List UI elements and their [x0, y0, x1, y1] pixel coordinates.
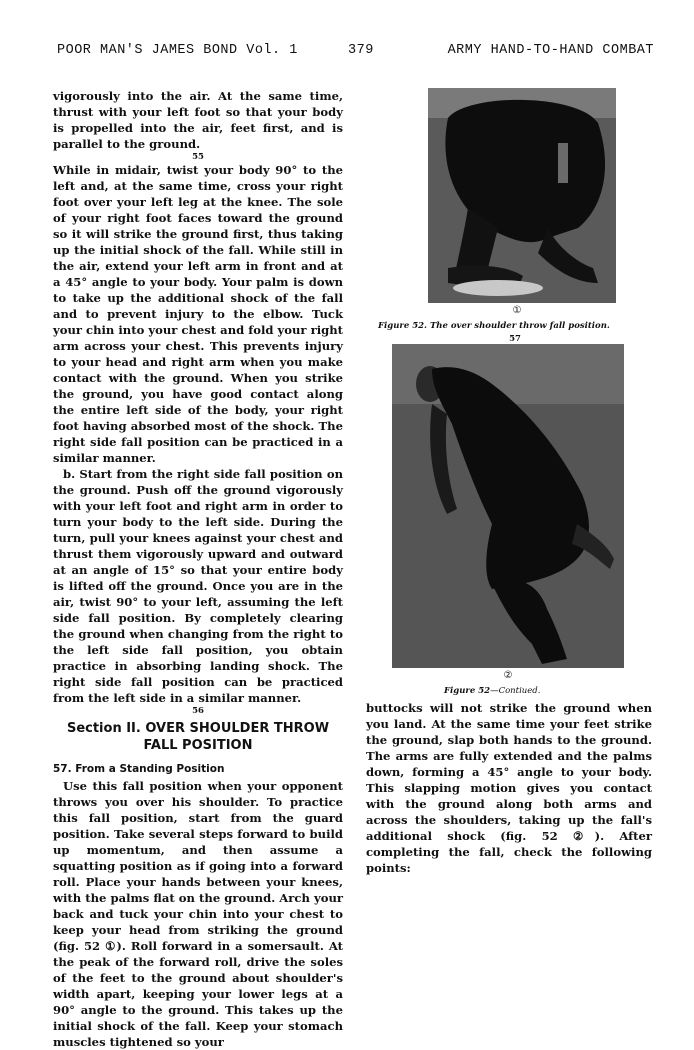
paragraph-marker-57: 57 [509, 334, 521, 344]
page-number: 379 [348, 43, 374, 58]
paragraph: While in midair, twist your body 90° to the left and, at the same time, cross your right foot over your left leg at the knee. The sole of your right foot faces toward the ground so it will strike the ground first, thus taking up the initial shock of the fall. While still in the air, extend your left arm in front and at a 45° angle to your body. Your palm is down to take up the additional shock of the fall and to prevent injury to the elbow. Tuck your chin into your chest and fold your right arm across your chest. This prevents injury to your head and right arm when you make contact with the ground. When you strike the ground, you have good contact along the entire left side of the body, your right foot having absorbed most of the shock. The right side fall position can be practiced in a similar manner. [53, 163, 343, 465]
header-chapter-title: ARMY HAND-TO-HAND COMBAT [447, 43, 654, 58]
section-heading: Section II. OVER SHOULDER THROW FALL POSITION [66, 721, 330, 753]
subsection-heading: 57. From a Standing Position [53, 763, 225, 775]
caption-figure-label: Figure 52 [444, 686, 491, 696]
paragraph: buttocks will not strike the ground when you land. At the same time your feet strike the ground, slap both hands to the ground. The arms are fully extended and the palms down, forming a 45° angle to your body. This slapping motion gives you contact with the ground along both arms and across the shoulders, taking up the fall's additional shock (fig. 52 ②). After completing the fall, check the following points: [366, 701, 652, 875]
photo-1-number: ① [512, 305, 522, 316]
paragraph: Use this fall position when your opponent throws you over his shoulder. To practice this fall position, start from the guard position. Take several steps forward to build up momentum, and then assume a squatting position as if going into a forward roll. Place your hands between your knees, with the palms flat on the ground. Arch your back and tuck your chin into your chest to keep your head from striking the ground (fig. 52 ①). Roll forward in a somersault. At the peak of the forward roll, drive the soles of the feet to the ground about shoulder's width apart, keeping your lower legs at a 90° angle to the ground. This takes up the initial shock of the fall. Keep your stomach muscles tightened so your [53, 779, 343, 1049]
figure-52-photo-2 [392, 344, 624, 668]
figure-caption-continued [444, 686, 540, 696]
figure-52-photo-1 [428, 88, 616, 303]
paragraph-marker-56: 56 [192, 706, 204, 716]
crouching-figure-image [428, 88, 616, 303]
page-header [0, 43, 694, 59]
header-book-title: POOR MAN'S JAMES BOND Vol. 1 [57, 43, 298, 58]
right-column-text [366, 700, 652, 876]
paragraph: b. Start from the right side fall position on the ground. Push off the ground vigorously with your left foot and right arm in order to turn your body to the left side. During the turn, pull your knees against your chest and thrust them vigorously upward and outward at an angle of 15° so that your entire body is lifted off the ground. Once you are in the air, twist 90° to your left, assuming the left side fall position. By completely clearing the ground when changing from the right to the left side fall position, you obtain practice in absorbing landing shock. The right side fall position can be practiced from the left side in a similar manner. [53, 467, 343, 705]
photo-2-number: ② [503, 670, 513, 681]
falling-figure-image [392, 344, 624, 668]
left-column [53, 88, 343, 1050]
caption-continued-text: —Contiued. [490, 686, 541, 696]
paragraph-marker-55: 55 [192, 152, 204, 162]
paragraph: vigorously into the air. At the same time, thrust with your left foot so that your body is propelled into the air, feet first, and is parallel to the ground. [53, 89, 343, 151]
figure-caption: Figure 52. The over shoulder throw fall position. [378, 321, 610, 331]
